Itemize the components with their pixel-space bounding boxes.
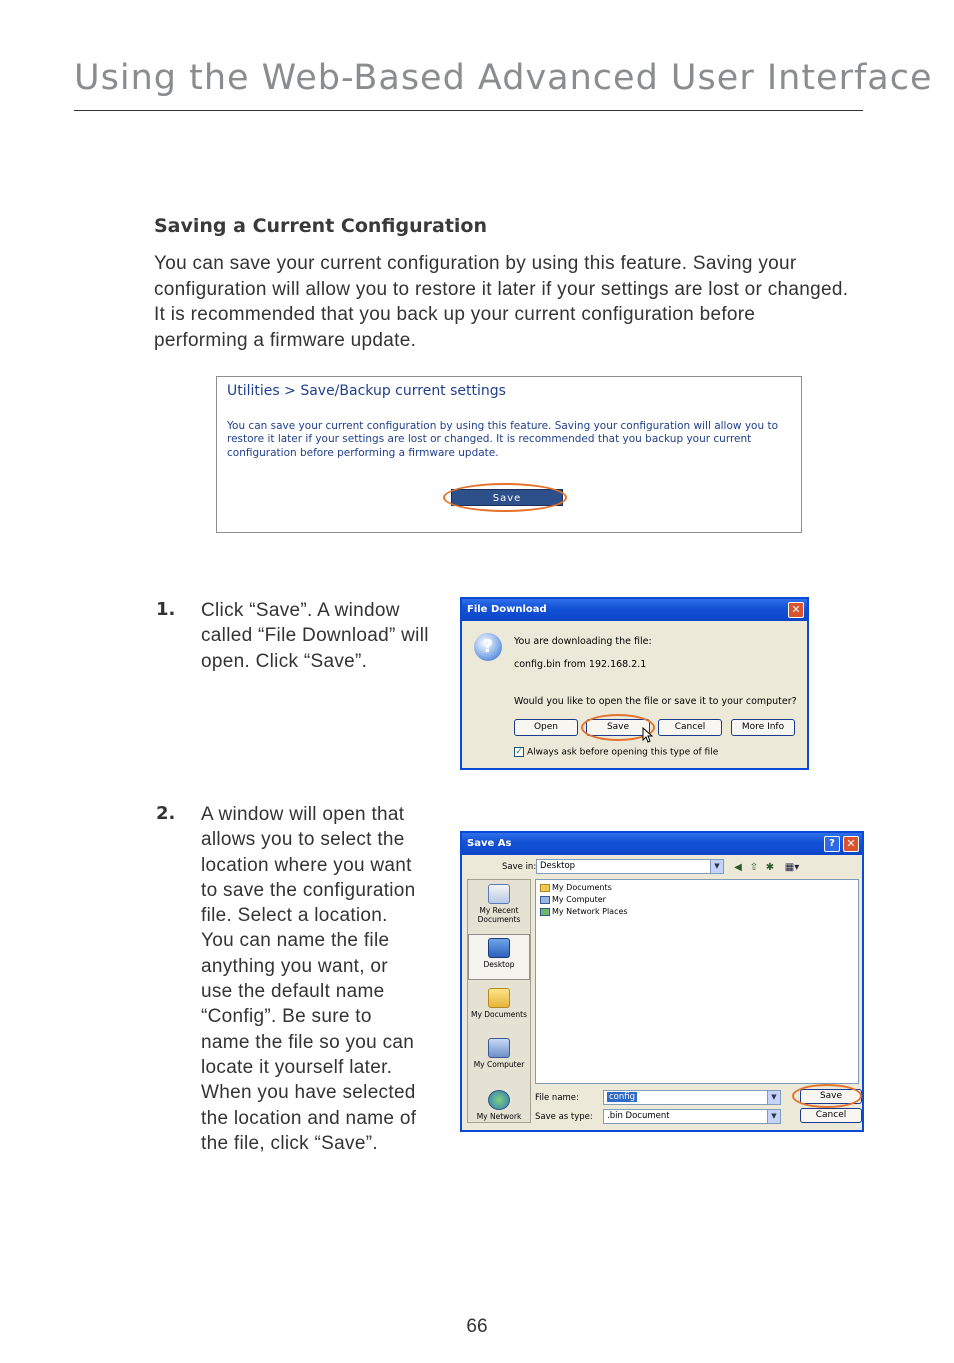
save-in-label: Save in: (502, 862, 537, 872)
download-question: Would you like to open the file or save it to your computer? (514, 696, 797, 707)
computer-icon (488, 1038, 510, 1058)
intro-paragraph: You can save your current configuration by using this feature. Saving your configuration will allow you to restore it later if your settings are lost or changed. It is recommended that you back up your current configuration before performing a firmware update. (154, 253, 849, 351)
question-icon: ? (474, 633, 502, 661)
list-item-label: My Documents (552, 883, 612, 892)
place-label: My Computer (473, 1060, 525, 1069)
new-folder-icon[interactable]: ✱ (765, 862, 775, 873)
views-icon[interactable]: ▦▾ (784, 862, 800, 873)
step-text: Click “Save”. A window called “File Download” will open. Click “Save”. (201, 600, 429, 672)
download-message: You are downloading the file: (514, 636, 652, 647)
file-name-value: config (609, 1092, 636, 1102)
desktop-icon (488, 938, 510, 958)
close-icon[interactable]: ✕ (788, 602, 804, 618)
help-icon[interactable]: ? (824, 836, 840, 852)
utilities-description: You can save your current configuration by using this feature. Saving your configuration will allow you to restore it later if your settings are lost or changed. It is recommended that you backup your current configuration before performing a firmware update. (227, 420, 778, 459)
folder-icon (540, 884, 550, 892)
utilities-breadcrumb: Utilities > Save/Backup current settings (227, 383, 506, 399)
save-in-value: Desktop (540, 861, 576, 871)
folder-icon (488, 988, 510, 1008)
list-item[interactable] (540, 883, 612, 892)
place-label: My Documents (470, 1010, 528, 1019)
save-type-value: .bin Document (607, 1111, 670, 1121)
chevron-down-icon: ▼ (710, 860, 723, 873)
save-type-dropdown[interactable] (603, 1109, 781, 1124)
dialog-body (462, 855, 862, 1130)
place-desktop[interactable] (468, 934, 530, 980)
page-title: Using the Web-Based Advanced User Interface (74, 58, 933, 98)
computer-icon (540, 896, 550, 904)
more-info-button[interactable]: More Info (731, 719, 795, 736)
list-item[interactable] (540, 895, 606, 904)
open-button[interactable]: Open (514, 719, 578, 736)
save-button[interactable]: Save (800, 1089, 862, 1104)
header-divider (74, 110, 863, 111)
list-item-label: My Network Places (552, 907, 628, 916)
save-in-dropdown[interactable] (536, 859, 724, 874)
utilities-panel-screenshot (216, 376, 802, 533)
step-text: A window will open that allows you to select the location where you want to save the configuration file. Select a location. You can name the file anything you want, or use the default name “Config”. Be sure to name the file so you can locate it yourself later. When you have selected the location and name of the file, click “Save”. (201, 804, 417, 1154)
utilities-save-button[interactable]: Save (451, 489, 563, 506)
dialog-body (462, 621, 807, 768)
save-button[interactable]: Save (586, 719, 650, 736)
up-folder-icon[interactable]: ⇧ (749, 862, 759, 873)
dialog-title: Save As (467, 838, 512, 849)
page-number: 66 (466, 1316, 488, 1337)
network-icon (540, 908, 550, 916)
place-my-network[interactable] (468, 1090, 530, 1121)
place-my-documents[interactable] (468, 988, 530, 1019)
page-header (74, 58, 933, 98)
dialog-title: File Download (467, 604, 547, 615)
checkbox-mark: ✓ (515, 747, 523, 757)
place-my-computer[interactable] (468, 1038, 530, 1069)
dialog-title-bar (462, 833, 862, 855)
file-name-label: File name: (535, 1093, 579, 1103)
save-as-dialog (460, 831, 864, 1132)
list-item[interactable] (540, 907, 628, 916)
file-name-input[interactable] (603, 1090, 781, 1105)
places-bar (467, 879, 531, 1123)
cancel-button[interactable]: Cancel (800, 1108, 862, 1123)
download-filename: config.bin from 192.168.2.1 (514, 659, 647, 670)
save-type-label: Save as type: (535, 1112, 593, 1122)
chevron-down-icon: ▼ (767, 1091, 780, 1104)
file-list[interactable] (535, 879, 859, 1084)
section-title: Saving a Current Configuration (154, 215, 488, 237)
recent-documents-icon (488, 884, 510, 904)
place-my-recent-documents[interactable] (468, 884, 530, 924)
place-label: My Network (476, 1112, 522, 1121)
chevron-down-icon: ▼ (767, 1110, 780, 1123)
place-label: My Recent Documents (477, 906, 521, 924)
network-icon (488, 1090, 510, 1110)
place-label: Desktop (483, 960, 515, 969)
dialog-title-bar (462, 599, 807, 621)
step-number: 1. (156, 599, 176, 620)
step-number: 2. (156, 803, 176, 824)
close-icon[interactable]: ✕ (843, 836, 859, 852)
cursor-icon (642, 727, 654, 743)
list-item-label: My Computer (552, 895, 606, 904)
back-icon[interactable]: ◀ (734, 862, 742, 873)
cancel-button[interactable]: Cancel (658, 719, 722, 736)
checkbox-label: Always ask before opening this type of file (527, 747, 719, 758)
file-download-dialog (460, 597, 809, 770)
always-ask-checkbox[interactable] (514, 747, 718, 758)
